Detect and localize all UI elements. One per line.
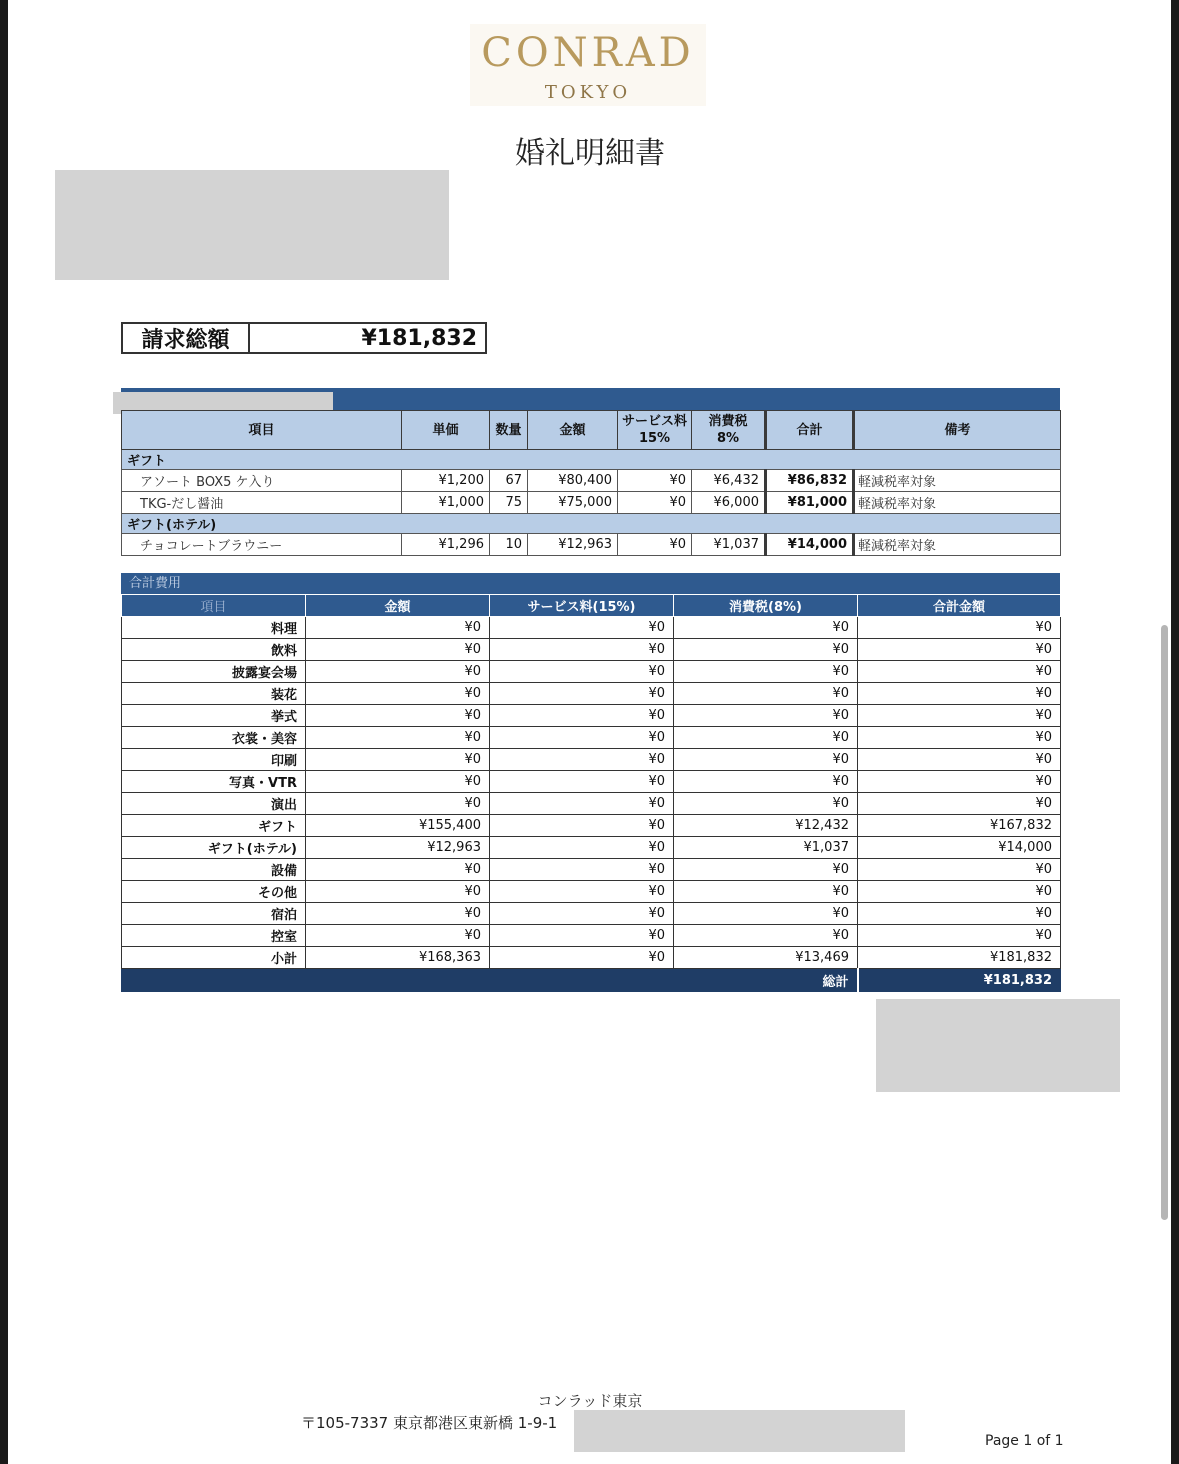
- item-name: チョコレートブラウニー: [122, 534, 402, 556]
- summary-row-amount: ¥0: [306, 749, 490, 771]
- summary-row-total: ¥0: [858, 903, 1061, 925]
- summary-header-row: [122, 595, 1061, 617]
- summary-row-amount: ¥0: [306, 859, 490, 881]
- summary-row-tax: ¥0: [674, 859, 858, 881]
- summary-row-total: ¥0: [858, 749, 1061, 771]
- col-header-tax: [692, 411, 766, 450]
- summary-row-total: ¥0: [858, 925, 1061, 947]
- col-header-item: 項目: [122, 411, 402, 450]
- conrad-logo: [470, 24, 706, 106]
- summary-row-amount: ¥0: [306, 639, 490, 661]
- summary-row-service: ¥0: [490, 815, 674, 837]
- item-amount: ¥75,000: [528, 492, 618, 514]
- item-note: 軽減税率対象: [854, 534, 1061, 556]
- summary-row-service: ¥0: [490, 771, 674, 793]
- summary-row: [122, 837, 1061, 859]
- billing-total-value: ¥181,832: [361, 325, 477, 351]
- summary-row-tax: ¥0: [674, 749, 858, 771]
- item-total: ¥86,832: [766, 470, 854, 492]
- summary-row-amount: ¥0: [306, 617, 490, 639]
- summary-row: [122, 771, 1061, 793]
- summary-row-amount: ¥0: [306, 925, 490, 947]
- summary-row-label: 印刷: [122, 749, 306, 771]
- summary-row-amount: ¥0: [306, 771, 490, 793]
- item-amount: ¥80,400: [528, 470, 618, 492]
- summary-row-tax: ¥0: [674, 925, 858, 947]
- summary-row-total: ¥0: [858, 771, 1061, 793]
- summary-row-tax: ¥0: [674, 683, 858, 705]
- item-tax: ¥1,037: [692, 534, 766, 556]
- item-unit-price: ¥1,200: [402, 470, 490, 492]
- item-service: ¥0: [618, 534, 692, 556]
- summary-col-item: 項目: [122, 595, 306, 617]
- summary-row-total: ¥0: [858, 881, 1061, 903]
- scrollbar[interactable]: [1161, 625, 1168, 1220]
- item-row: [122, 492, 1061, 514]
- summary-row-label: ギフト(ホテル): [122, 837, 306, 859]
- summary-row-amount: ¥168,363: [306, 947, 490, 969]
- summary-col-tax: 消費税(8%): [674, 595, 858, 617]
- summary-row: [122, 793, 1061, 815]
- summary-row-label: 披露宴会場: [122, 661, 306, 683]
- summary-row-amount: ¥0: [306, 903, 490, 925]
- summary-col-service: サービス料(15%): [490, 595, 674, 617]
- summary-row: [122, 639, 1061, 661]
- redacted-recipient-block: [55, 170, 449, 280]
- logo-wordmark: CONRAD: [481, 30, 695, 76]
- col-header-service-label: サービス料: [621, 414, 687, 429]
- summary-row-total: ¥0: [858, 617, 1061, 639]
- summary-row-service: ¥0: [490, 683, 674, 705]
- grand-total-value: ¥181,832: [858, 969, 1061, 992]
- item-name: TKG-だし醤油: [122, 492, 402, 514]
- item-note: 軽減税率対象: [854, 470, 1061, 492]
- summary-row-total: ¥0: [858, 705, 1061, 727]
- summary-row-tax: ¥0: [674, 639, 858, 661]
- redacted-stamp-area: [876, 999, 1120, 1092]
- summary-row-tax: ¥0: [674, 661, 858, 683]
- item-qty: 75: [490, 492, 528, 514]
- summary-row: [122, 859, 1061, 881]
- summary-row-tax: ¥0: [674, 617, 858, 639]
- summary-row: [122, 683, 1061, 705]
- summary-row-label: 小計: [122, 947, 306, 969]
- summary-row-label: その他: [122, 881, 306, 903]
- summary-row-service: ¥0: [490, 727, 674, 749]
- category-row-gift: [122, 450, 1061, 470]
- item-amount: ¥12,963: [528, 534, 618, 556]
- item-total: ¥81,000: [766, 492, 854, 514]
- window-edge-right: [1171, 0, 1179, 1464]
- col-header-service-rate: 15%: [638, 431, 671, 446]
- col-header-service: [618, 411, 692, 450]
- summary-row: [122, 947, 1061, 969]
- summary-row-total: ¥0: [858, 683, 1061, 705]
- summary-row: [122, 903, 1061, 925]
- footer-hotel-name: コンラッド東京: [537, 1392, 643, 1410]
- summary-row-service: ¥0: [490, 925, 674, 947]
- summary-row-service: ¥0: [490, 617, 674, 639]
- summary-row-tax: ¥12,432: [674, 815, 858, 837]
- item-service: ¥0: [618, 470, 692, 492]
- footer-address: 〒105-7337 東京都港区東新橋 1-9-1: [301, 1414, 558, 1432]
- summary-row-tax: ¥0: [674, 903, 858, 925]
- summary-row-service: ¥0: [490, 705, 674, 727]
- summary-row-amount: ¥0: [306, 661, 490, 683]
- summary-row-tax: ¥0: [674, 705, 858, 727]
- category-row-gift-hotel: [122, 514, 1061, 534]
- summary-col-amount: 金額: [306, 595, 490, 617]
- summary-col-total: 合計金額: [858, 595, 1061, 617]
- grand-total-label: 総計: [122, 969, 858, 992]
- summary-row-service: ¥0: [490, 639, 674, 661]
- summary-row-total: ¥167,832: [858, 815, 1061, 837]
- summary-table: [121, 594, 1061, 992]
- summary-row-service: ¥0: [490, 793, 674, 815]
- summary-row-label: 挙式: [122, 705, 306, 727]
- summary-row-amount: ¥0: [306, 705, 490, 727]
- item-qty: 10: [490, 534, 528, 556]
- item-tax: ¥6,000: [692, 492, 766, 514]
- summary-row-amount: ¥12,963: [306, 837, 490, 859]
- item-note: 軽減税率対象: [854, 492, 1061, 514]
- col-header-qty: 数量: [490, 411, 528, 450]
- summary-row-label: 設備: [122, 859, 306, 881]
- summary-row-total: ¥0: [858, 727, 1061, 749]
- summary-row-label: 演出: [122, 793, 306, 815]
- summary-row-tax: ¥1,037: [674, 837, 858, 859]
- summary-row: [122, 925, 1061, 947]
- summary-row: [122, 749, 1061, 771]
- summary-row-service: ¥0: [490, 749, 674, 771]
- summary-row: [122, 617, 1061, 639]
- summary-row-label: ギフト: [122, 815, 306, 837]
- page-number: Page 1 of 1: [985, 1433, 1064, 1449]
- window-edge-left: [0, 0, 8, 1464]
- category-label: ギフト(ホテル): [122, 514, 1061, 534]
- summary-row-tax: ¥0: [674, 793, 858, 815]
- item-tax: ¥6,432: [692, 470, 766, 492]
- summary-row: [122, 881, 1061, 903]
- summary-row-total: ¥14,000: [858, 837, 1061, 859]
- category-label: ギフト: [122, 450, 1061, 470]
- summary-row-tax: ¥0: [674, 881, 858, 903]
- grand-total-row: [122, 969, 1061, 992]
- summary-body: [122, 617, 1061, 969]
- summary-row: [122, 815, 1061, 837]
- summary-row-total: ¥0: [858, 639, 1061, 661]
- summary-row-tax: ¥0: [674, 771, 858, 793]
- item-row: [122, 534, 1061, 556]
- items-header-row: [122, 411, 1061, 450]
- item-qty: 67: [490, 470, 528, 492]
- summary-row-label: 装花: [122, 683, 306, 705]
- summary-row-service: ¥0: [490, 903, 674, 925]
- summary-row-amount: ¥0: [306, 683, 490, 705]
- summary-row-amount: ¥0: [306, 793, 490, 815]
- summary-row-service: ¥0: [490, 661, 674, 683]
- summary-row: [122, 727, 1061, 749]
- summary-row-service: ¥0: [490, 859, 674, 881]
- summary-row-label: 料理: [122, 617, 306, 639]
- summary-row-total: ¥0: [858, 661, 1061, 683]
- summary-row-tax: ¥13,469: [674, 947, 858, 969]
- summary-row-label: 宿泊: [122, 903, 306, 925]
- summary-row-service: ¥0: [490, 947, 674, 969]
- col-header-tax-rate: 8%: [716, 431, 740, 446]
- item-name: アソート BOX5 ケ入り: [122, 470, 402, 492]
- summary-row-amount: ¥0: [306, 727, 490, 749]
- redacted-footer-contact: [574, 1410, 905, 1452]
- items-table: [121, 410, 1061, 556]
- logo-city: TOKYO: [544, 82, 632, 103]
- col-header-total: 合計: [766, 411, 854, 450]
- col-header-note: 備考: [854, 411, 1061, 450]
- summary-section-title: 合計費用: [121, 573, 1060, 594]
- summary-row-total: ¥181,832: [858, 947, 1061, 969]
- document-title: 婚礼明細書: [515, 136, 665, 171]
- item-unit-price: ¥1,000: [402, 492, 490, 514]
- summary-row-total: ¥0: [858, 859, 1061, 881]
- item-total: ¥14,000: [766, 534, 854, 556]
- summary-row-tax: ¥0: [674, 727, 858, 749]
- summary-row-label: 飲料: [122, 639, 306, 661]
- col-header-unit-price: 単価: [402, 411, 490, 450]
- summary-row: [122, 661, 1061, 683]
- summary-row-service: ¥0: [490, 881, 674, 903]
- item-unit-price: ¥1,296: [402, 534, 490, 556]
- summary-row-label: 衣裳・美容: [122, 727, 306, 749]
- summary-row-amount: ¥155,400: [306, 815, 490, 837]
- summary-row-total: ¥0: [858, 793, 1061, 815]
- billing-total-box: [121, 322, 487, 354]
- summary-row-service: ¥0: [490, 837, 674, 859]
- item-service: ¥0: [618, 492, 692, 514]
- summary-row-label: 控室: [122, 925, 306, 947]
- item-row: [122, 470, 1061, 492]
- summary-row: [122, 705, 1061, 727]
- billing-total-label: 請求総額: [123, 324, 250, 352]
- col-header-amount: 金額: [528, 411, 618, 450]
- summary-row-label: 写真・VTR: [122, 771, 306, 793]
- summary-row-amount: ¥0: [306, 881, 490, 903]
- col-header-tax-label: 消費税: [708, 414, 748, 429]
